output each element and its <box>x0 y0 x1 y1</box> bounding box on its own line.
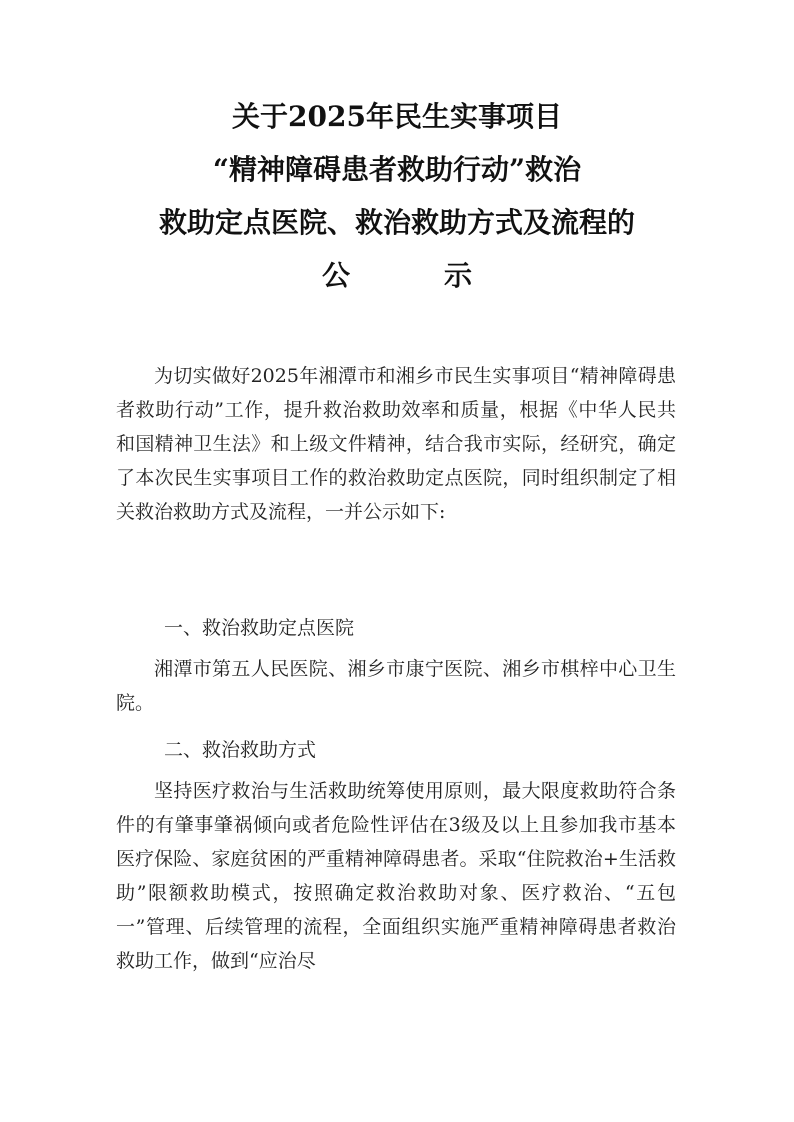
title-line-4 <box>0 256 794 296</box>
title-line-2: “精神障碍患者救助行动”救治 <box>212 153 582 186</box>
title-char-gong: 公 <box>321 259 350 292</box>
section-2-paragraph <box>116 774 676 978</box>
section-2-heading: 二、救治救助方式 <box>164 739 317 761</box>
section-2-text: 坚持医疗救治与生活救助统筹使用原则，最大限度救助符合条件的有肇事肇祸倾向或者危险性评估在3级及以上且参加我市基本医疗保险、家庭贫困的严重精神障碍患者。采取“住院救治+生活救助”限额救助模式，按照确定救治救助对象、医疗救治、“五包一”管理、后续管理的流程，全面组织实施严重精神障碍患者救治救助工作，做到“应治尽 <box>116 780 676 972</box>
section-1-heading: 一、救治救助定点医院 <box>164 617 355 639</box>
title-line-3: 救助定点医院、救治救助方式及流程的 <box>158 206 635 239</box>
title-line-1: 关于2025年民生实事项目 <box>232 100 562 133</box>
section-1-text: 湘潭市第五人民医院、湘乡市康宁医院、湘乡市棋梓中心卫生院。 <box>116 658 676 714</box>
intro-text: 为切实做好2025年湘潭市和湘乡市民生实事项目“精神障碍患者救助行动”工作，提升救治救助效率和质量，根据《中华人民共和国精神卫生法》和上级文件精神，结合我市实际，经研究，确定了本次民生实事项目工作的救治救助定点医院，同时组织制定了相关救治救助方式及流程，一并公示如下: <box>116 365 676 523</box>
intro-paragraph <box>116 359 676 529</box>
section-1-paragraph <box>116 652 676 720</box>
title-char-shi: 示 <box>444 259 473 292</box>
